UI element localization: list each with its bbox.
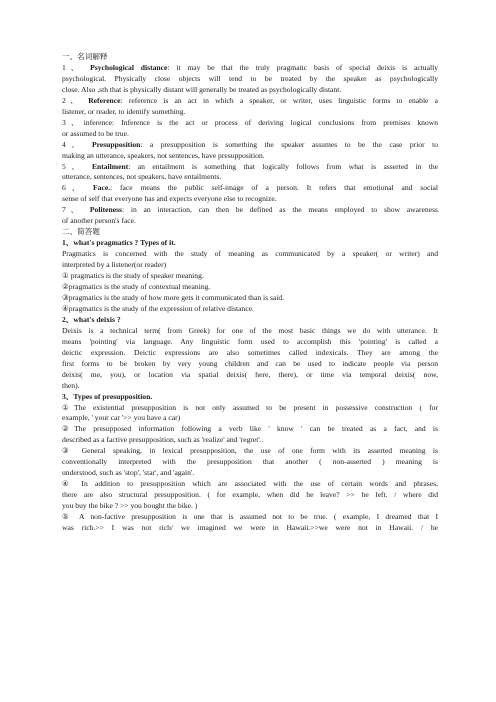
text-line: first forms to be broken by very young children and can be used to indicate people via person (62, 358, 438, 368)
text-line: deictic expression. Deictic expressions are also sometimes called indexicals. They are among the (62, 347, 438, 357)
text-line: understood, such as 'stop', 'star', and 'again'. (62, 468, 195, 478)
term-definition: : reference is an act in which a speaker, or writer, uses linguistic forms to enable a (120, 95, 438, 105)
term-label: Face. (93, 183, 111, 193)
text-line: ①The existential presupposition is not only assumed to be present in possessive construction ( for (62, 402, 438, 412)
text-line: 二、简答题 (62, 227, 100, 237)
text-line: ④pragmatics is the study of the expression of relative distance. (62, 303, 254, 313)
text-line: means 'pointing' via language. Any linguistic form used to accomplish this 'pointing' is called a (62, 336, 438, 346)
text-line (62, 183, 438, 194)
term-label: Reference (88, 95, 121, 105)
text-line: then). (62, 380, 80, 390)
line-number: 4、 (62, 139, 92, 149)
text-line: example, ' your car '>> you have a car) (62, 413, 181, 423)
line-number: 2、 (62, 95, 89, 105)
term-definition: : a presupposition is something the speaker assumes to be the case prior to (140, 139, 438, 149)
text-line: was rich.>> I was not rich/ we imagined we were in Hawaii.>>we were not in Hawaii. / he (62, 522, 438, 532)
text-line: Deixis is a technical term( from Greek) for one of the most basic things we do with utterance. It (62, 325, 438, 335)
text-line: sense of self that everyone has and expects everyone else to recognize. (62, 194, 277, 204)
term-definition: : in an interaction, can then be defined as the means employed to show awareness (121, 205, 438, 215)
line-number: 1、 (62, 62, 91, 72)
text-line: you buy the bike ? >> you bought the bike. ) (62, 501, 198, 511)
document-page (62, 52, 438, 534)
text-line (62, 140, 438, 151)
text-line: listener, or reader, to identify something. (62, 106, 186, 116)
text-line: ③ General speaking, in lexical presupposition, the use of one form with its asserted meaning is (62, 446, 438, 456)
text-line: 3、Types of presupposition. (62, 391, 153, 401)
text-line: ① pragmatics is the study of speaker meaning. (62, 271, 204, 281)
text-line: ③pragmatics is the study of how more gets it communicated than is said. (62, 292, 285, 302)
text-line: ⑤ A non-factive presupposition is one that is assumed not to be true. ( example, I dreamed that I (62, 512, 438, 522)
text-line: close. Also ,sth that is physically distant will generally be treated as psychologically distant. (62, 84, 342, 94)
text-line: psychological. Physically close objects will tend to be treated by the speaker as psychologically (62, 73, 438, 83)
line-number: 7、 (62, 205, 90, 215)
term-label: Entailment (91, 161, 129, 171)
term-definition: : an entailment is something that logically follows from what is asserted in the (128, 161, 438, 171)
text-line: ②pragmatics is the study of contextual meaning. (62, 282, 211, 292)
text-line (62, 96, 438, 107)
term-definition: : face means the public self-image of a person. It refers that emotional and social (110, 183, 438, 193)
term-label: Presupposition (91, 139, 141, 149)
text-line: Pragmatics is concerned with the study of meaning as communicated by a speaker( or writer) and (62, 249, 438, 259)
text-line: 3、inference: Inference is the act or process of deriving logical conclusions from premises known (62, 117, 438, 127)
text-line: of another person's face. (62, 216, 136, 226)
text-line: 2、what's deixis ? (62, 314, 121, 324)
text-line: ②The presupposed information following a verb like ' know ' can be treated as a fact, and is (62, 424, 438, 434)
line-number: 5、 (62, 161, 92, 171)
text-line: there are also structural presupposition. ( for example, when did he leave? >> he left. / where did (62, 490, 438, 500)
text-line (62, 63, 438, 74)
text-line: deixis( me, you), or location via spatial deixis( here, there), or time via temporal deixis( now, (62, 369, 438, 379)
text-line: utterance, sentences, not speakers, have entailments. (62, 172, 222, 182)
line-number: 6、 (62, 183, 94, 193)
text-line (62, 205, 438, 216)
text-line: 1、what's pragmatics ? Types of it. (62, 238, 176, 248)
term-label: Politeness (89, 205, 122, 215)
term-definition: : it may be that the truly pragmatic basis of special deixis is actually (167, 62, 438, 72)
text-line: making an utterance, speakers, not sentences, have presupposition. (62, 150, 265, 160)
term-label: Psychological distance (90, 62, 168, 72)
text-line (62, 162, 438, 173)
text-line: or assumed to be true. (62, 128, 129, 138)
text-line: 一、名词解释 (62, 52, 108, 61)
text-line: ④ In addition to presupposition which are associated with the use of certain words and phrases, (62, 479, 438, 489)
text-line: described as a factive presupposition, such as 'realize' and 'regret'.. (62, 435, 264, 445)
text-line: conventionally interpreted with the presupposition that another ( non-asserted ) meaning is (62, 457, 438, 467)
text-line: interpreted by a listener(or reader) (62, 260, 167, 270)
